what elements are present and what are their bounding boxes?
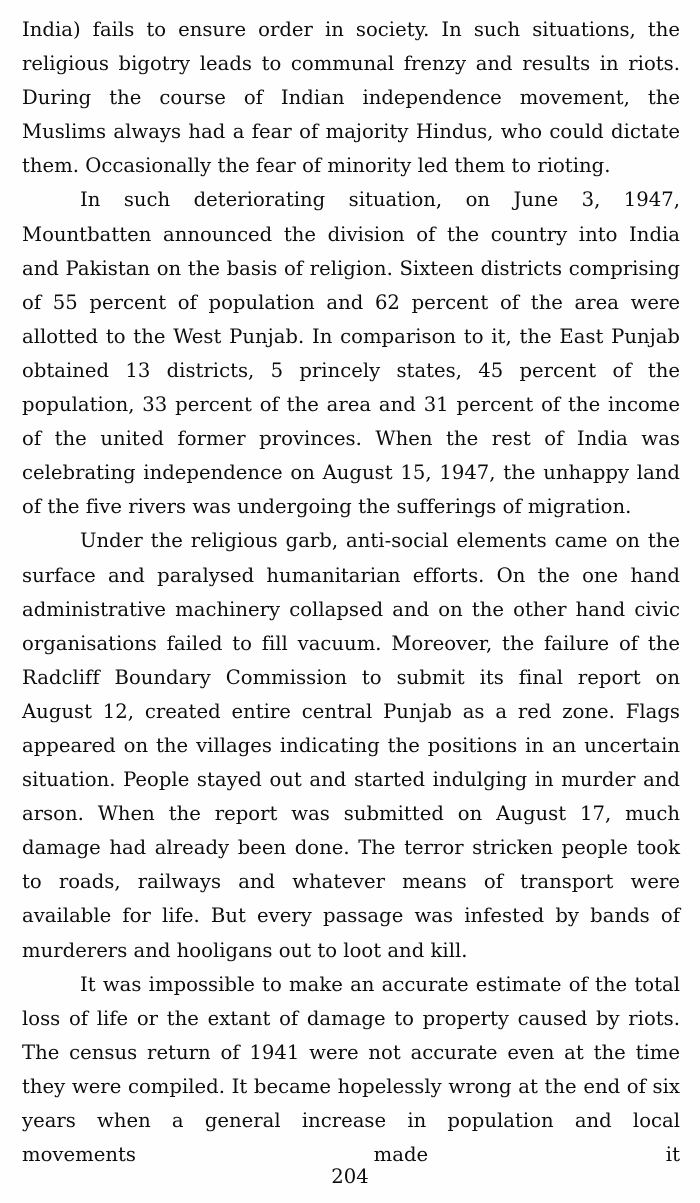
paragraph-2: In such deteriorating situation, on June 3, 1947, Mountbatten announced the division of the country into India and Pakistan on the basis of religion. Sixteen districts comprising of 55 percent of population and 62 percent of the area were allotted to the West Punjab. In comparison to it, the East Punjab obtained 13 districts, 5 princely states, 45 percent of the population, 33 percent of the area and 31 percent of the income of the united former provinces. When the rest of India was celebrating independence on August 15, 1947, the unhappy land of the five rivers was undergoing the sufferings of migration.	[22, 188, 680, 519]
page-text-body	[22, 13, 680, 1172]
page-number: 204	[331, 1165, 369, 1188]
paragraph-1: India) fails to ensure order in society. In such situations, the religious bigotry leads to communal frenzy and results in riots. During the course of Indian independence movement, the Muslims always had a fear of majority Hindus, who could dictate them. Occasionally the fear of minority led them to rioting.	[22, 18, 680, 178]
paragraph-3: Under the religious garb, anti-social elements came on the surface and paralysed humanitarian efforts. On the one hand administrative machinery collapsed and on the other hand civic organisations failed to fill vacuum. Moreover, the failure of the Radcliff Boundary Commission to submit its final report on August 12, created entire central Punjab as a red zone. Flags appeared on the villages indicating the positions in an uncertain situation. People stayed out and started indulging in murder and arson. When the report was submitted on August 17, much damage had already been done. The terror stricken people took to roads, railways and whatever means of transport were available for life. But every passage was infested by bands of murderers and hooligans out to loot and kill.	[22, 529, 680, 962]
paragraph-4: It was impossible to make an accurate estimate of the total loss of life or the extant of damage to property caused by riots. The census return of 1941 were not accurate even at the time they were compiled. It became hopelessly wrong at the end of six years when a general increase in population and local movements made it	[22, 972, 680, 1167]
